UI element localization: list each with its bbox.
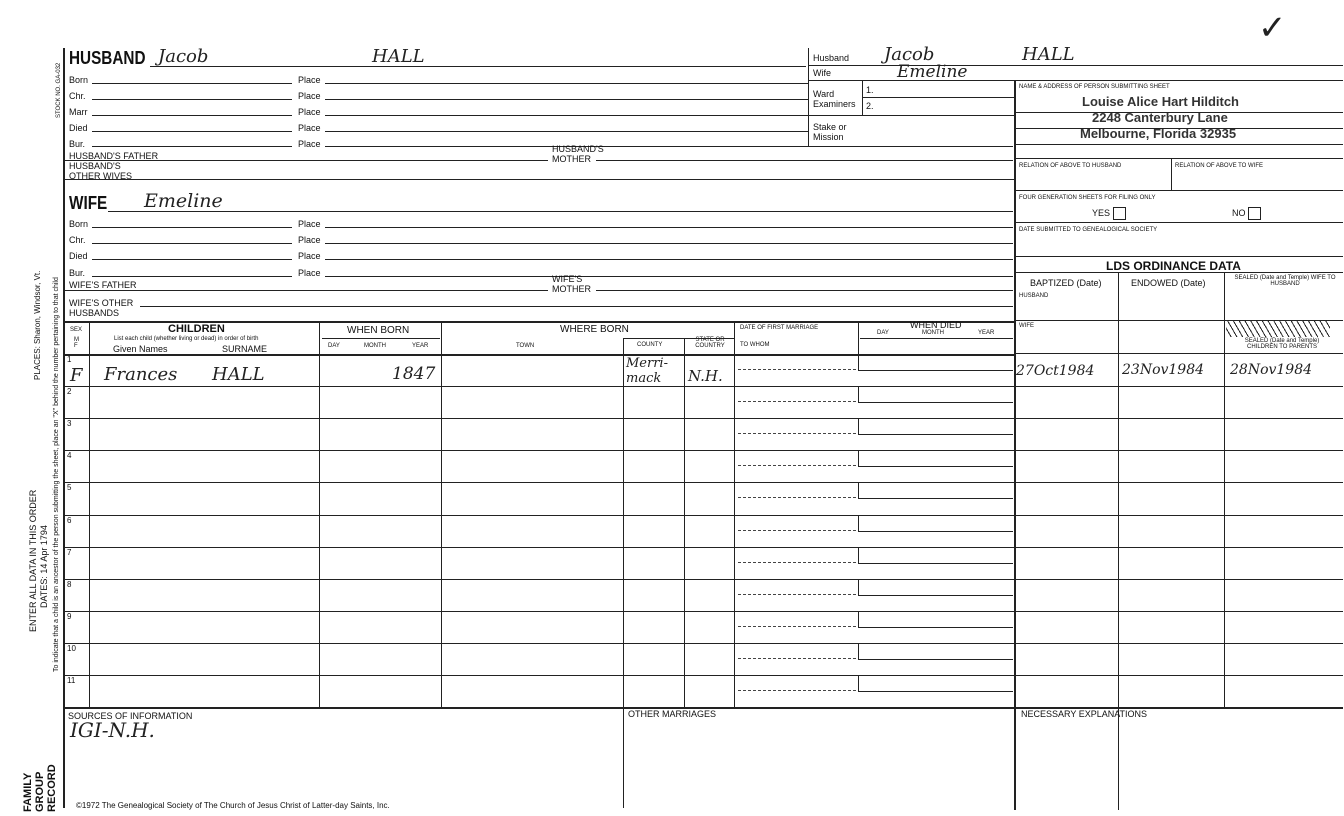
tr-husband-surname: HALL xyxy=(1022,44,1075,65)
child-number: 5 xyxy=(67,483,72,493)
form-title: FAMILY GROUP RECORD xyxy=(22,764,58,812)
lds-husband-row: HUSBAND xyxy=(1019,293,1049,299)
lds-title: LDS ORDINANCE DATA xyxy=(1106,259,1241,273)
date-submitted-label: DATE SUBMITTED TO GENEALOGICAL SOCIETY xyxy=(1019,227,1158,233)
lds-sealed-children-header: SEALED (Date and Temple) CHILDREN TO PARENTS xyxy=(1244,338,1320,350)
yes-option[interactable]: YES xyxy=(1092,207,1126,220)
explanations-label: NECESSARY EXPLANATIONS xyxy=(1021,709,1148,719)
child-county: Merri-mack xyxy=(626,356,668,386)
child-number: 1 xyxy=(67,355,72,364)
children-header: CHILDREN xyxy=(168,323,225,335)
child-number: 2 xyxy=(67,387,72,397)
died-day-header: DAY xyxy=(877,330,889,336)
child-sex: F xyxy=(70,365,83,386)
sex-header: SEX xyxy=(70,327,83,333)
mf-header: M F xyxy=(74,337,79,349)
tr-husband-given: Jacob xyxy=(884,44,935,65)
examiners-label: Examiners xyxy=(813,99,856,109)
stake-label: Stake or Mission xyxy=(813,122,847,142)
tr-husband-label: Husband xyxy=(813,53,850,63)
wife-heading: WIFE xyxy=(69,193,108,213)
husband-surname: HALL xyxy=(372,46,425,67)
wife-died-label: Died xyxy=(69,251,88,261)
child-state: N.H. xyxy=(688,367,723,385)
examiner-2: 2. xyxy=(866,101,874,111)
husband-marr-label: Marr xyxy=(69,107,88,117)
place-label: Place xyxy=(298,235,321,245)
tr-wife-given: Emeline xyxy=(897,62,968,82)
copyright: ©1972 The Genealogical Society of The Church of Jesus Christ of Latter-day Saints, Inc. xyxy=(76,801,390,810)
check-mark: ✓ xyxy=(1258,8,1287,48)
child-birth-year: 1847 xyxy=(392,364,436,384)
born-year-header: YEAR xyxy=(412,343,429,349)
place-label: Place xyxy=(298,91,321,101)
yes-checkbox[interactable] xyxy=(1113,207,1126,220)
died-year-header: YEAR xyxy=(978,330,995,336)
tr-wife-label: Wife xyxy=(813,68,831,78)
born-month-header: MONTH xyxy=(364,343,386,349)
ward-label: Ward xyxy=(813,89,835,99)
when-died-header: WHEN DIED xyxy=(910,320,962,330)
child-number: 8 xyxy=(67,579,72,589)
other-marriages-label: OTHER MARRIAGES xyxy=(628,709,717,719)
place-label: Place xyxy=(298,75,321,85)
when-born-header: WHEN BORN xyxy=(347,325,410,336)
wife-other-husbands-label: WIFE'S OTHER HUSBANDS xyxy=(69,298,134,318)
side-instruction: To indicate that a child is an ancestor of the person submitting the sheet, place an "X" behind the number pertaining to that child xyxy=(53,277,60,672)
relation-husband-label: RELATION OF ABOVE TO HUSBAND xyxy=(1019,163,1122,169)
submitter-label: NAME & ADDRESS OF PERSON SUBMITTING SHEET xyxy=(1019,84,1170,90)
lds-child1-endowed: 23Nov1984 xyxy=(1122,362,1205,378)
place-label: Place xyxy=(298,107,321,117)
sources-label: SOURCES OF INFORMATION xyxy=(68,711,193,721)
county-header: COUNTY xyxy=(637,342,663,348)
husband-chr-label: Chr. xyxy=(69,91,86,101)
submitter-city: Melbourne, Florida 32935 xyxy=(1080,126,1237,141)
to-whom-header: TO WHOM xyxy=(740,342,770,348)
left-frame xyxy=(63,48,65,808)
state-header: STATE OR COUNTRY xyxy=(695,337,725,349)
wife-father-label: WIFE'S FATHER xyxy=(69,280,137,290)
died-month-header: MONTH xyxy=(922,330,944,336)
child-given-name: Frances xyxy=(104,364,178,385)
no-checkbox[interactable] xyxy=(1248,207,1261,220)
husband-other-wives-label: HUSBAND'S OTHER WIVES xyxy=(69,161,133,181)
child-surname: HALL xyxy=(212,364,265,385)
wife-given-name: Emeline xyxy=(144,190,223,212)
lds-endowed-header: ENDOWED (Date) xyxy=(1131,278,1206,288)
child-number: 10 xyxy=(67,643,76,653)
given-names-header: Given Names xyxy=(113,344,168,354)
lds-child1-baptized: 27Oct1984 xyxy=(1016,363,1095,379)
child-number: 4 xyxy=(67,451,72,461)
husband-father-label: HUSBAND'S FATHER xyxy=(69,151,159,161)
sources-value: IGI-N.H. xyxy=(70,718,155,742)
place-label: Place xyxy=(298,268,321,278)
children-instructions: List each child (whether living or dead) in order of birth xyxy=(114,336,259,342)
where-born-header: WHERE BORN xyxy=(560,324,629,335)
submitter-street: 2248 Canterbury Lane xyxy=(1092,110,1228,125)
town-header: TOWN xyxy=(516,343,535,349)
child-number: 6 xyxy=(67,515,72,525)
wife-bur-label: Bur. xyxy=(69,268,86,278)
place-label: Place xyxy=(298,219,321,229)
child-number: 9 xyxy=(67,611,72,621)
side-places: PLACES: Sharon, Windsor, Vt. xyxy=(33,270,42,380)
side-dates: DATES: 14 Apr 1794 xyxy=(39,525,49,608)
wife-mother-label: WIFE'S MOTHER xyxy=(552,274,591,294)
place-label: Place xyxy=(298,123,321,133)
lds-wife-row: WIFE xyxy=(1019,323,1034,329)
husband-born-label: Born xyxy=(69,75,89,85)
child-number: 7 xyxy=(67,547,72,557)
lds-baptized-header: BAPTIZED (Date) xyxy=(1030,278,1102,288)
place-label: Place xyxy=(298,139,321,149)
husband-died-label: Died xyxy=(69,123,88,133)
surname-header: SURNAME xyxy=(222,344,268,354)
place-label: Place xyxy=(298,251,321,261)
wife-chr-label: Chr. xyxy=(69,235,86,245)
first-marriage-header: DATE OF FIRST MARRIAGE xyxy=(740,325,819,331)
submitter-name: Louise Alice Hart Hilditch xyxy=(1082,94,1239,109)
stock-number: STOCK NO. GA-032 xyxy=(56,62,62,118)
lds-child1-sealed: 28Nov1984 xyxy=(1230,362,1313,378)
top-right-divider xyxy=(808,48,809,146)
four-gen-label: FOUR GENERATION SHEETS FOR FILING ONLY xyxy=(1019,195,1156,201)
examiner-1: 1. xyxy=(866,85,874,95)
husband-bur-label: Bur. xyxy=(69,139,86,149)
husband-given-name: Jacob xyxy=(158,46,209,67)
husband-mother-label: HUSBAND'S MOTHER xyxy=(552,144,604,164)
husband-heading: HUSBAND xyxy=(69,48,146,68)
wife-born-label: Born xyxy=(69,219,89,229)
hatched-area xyxy=(1226,321,1330,337)
lds-sealed-wife-header: SEALED (Date and Temple) WIFE TO HUSBAND xyxy=(1234,275,1336,287)
child-number: 11 xyxy=(67,676,76,685)
born-day-header: DAY xyxy=(328,343,340,349)
child-number: 3 xyxy=(67,419,72,429)
side-enter-order: ENTER ALL DATA IN THIS ORDER xyxy=(28,489,38,632)
no-option[interactable]: NO xyxy=(1232,207,1261,220)
relation-wife-label: RELATION OF ABOVE TO WIFE xyxy=(1175,163,1264,169)
